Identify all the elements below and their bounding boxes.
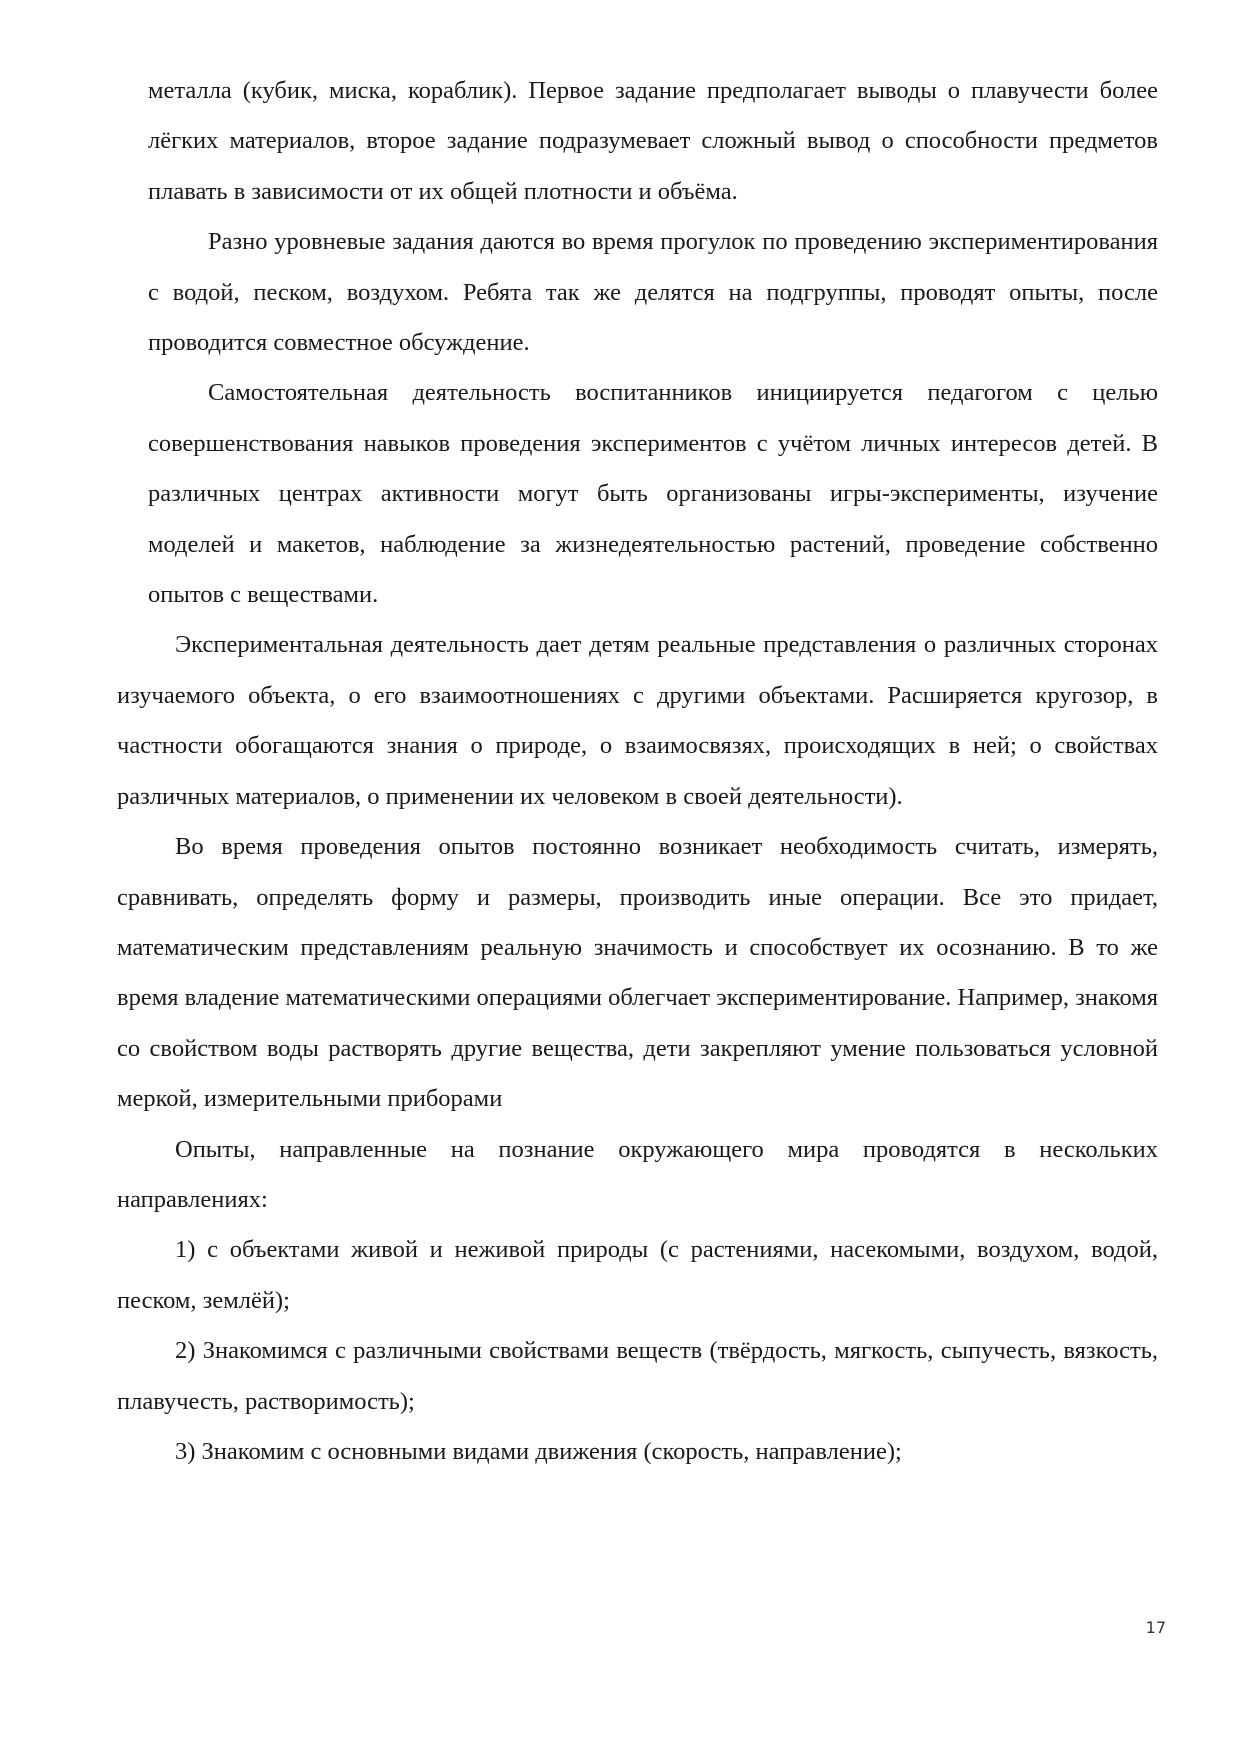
document-body <box>0 66 1241 1477</box>
paragraph-independent-activity: Самостоятельная деятельность воспитанников инициируется педагогом с целью совершенствования навыков проведения экспериментов с учётом личных интересов детей. В различных центрах активности могут быть организованы игры-эксперименты, изучение моделей и макетов, наблюдение за жизнедеятельностью растений, проведение собственно опытов с веществами. <box>148 379 1158 609</box>
main-section <box>117 620 1158 1477</box>
paragraph-directions-intro: Опыты, направленные на познание окружающего мира проводятся в нескольких направлениях: <box>117 1135 1158 1213</box>
paragraph-experimental-activity: Экспериментальная деятельность дает детям реальные представления о различных сторонах изучаемого объекта, о его взаимоотношениях с другими объектами. Расширяется кругозор, в частности обогащаются знания о природе, о взаимосвязях, происходящих в ней; о свойствах различных материалов, о применении их человеком в своей деятельности). <box>117 631 1158 810</box>
paragraph-continuation: металла (кубик, миска, кораблик). Первое задание предполагает выводы о плавучести более лёгких материалов, второе задание подразумевает сложный вывод о способности предметов плавать в зависимости от их общей плотности и объёма. <box>148 77 1158 205</box>
indented-section <box>148 66 1158 620</box>
list-item-1: 1) с объектами живой и неживой природы (с растениями, насекомыми, воздухом, водой, песком, землёй); <box>117 1236 1158 1314</box>
list-item-2: 2) Знакомимся с различными свойствами веществ (твёрдость, мягкость, сыпучесть, вязкость, плавучесть, растворимость); <box>117 1337 1158 1415</box>
list-item-3: 3) Знакомим с основными видами движения (скорость, направление); <box>175 1437 902 1465</box>
paragraph-multilevel-tasks: Разно уровневые задания даются во время прогулок по проведению экспериментирования с водой, песком, воздухом. Ребята так же делятся на подгруппы, проводят опыты, после проводится совместное обсуждение. <box>148 228 1158 357</box>
page-number: 17 <box>1145 1618 1166 1637</box>
paragraph-math-operations: Во время проведения опытов постоянно возникает необходимость считать, измерять, сравнивать, определять форму и размеры, производить иные операции. Все это придает, математическим представлениям реальную значимость и способствует их осознанию. В то же время владение математическими операциями облегчает экспериментирование. Например, знакомя со свойством воды растворять другие вещества, дети закрепляют умение пользоваться условной меркой, измерительными приборами <box>117 833 1159 1113</box>
